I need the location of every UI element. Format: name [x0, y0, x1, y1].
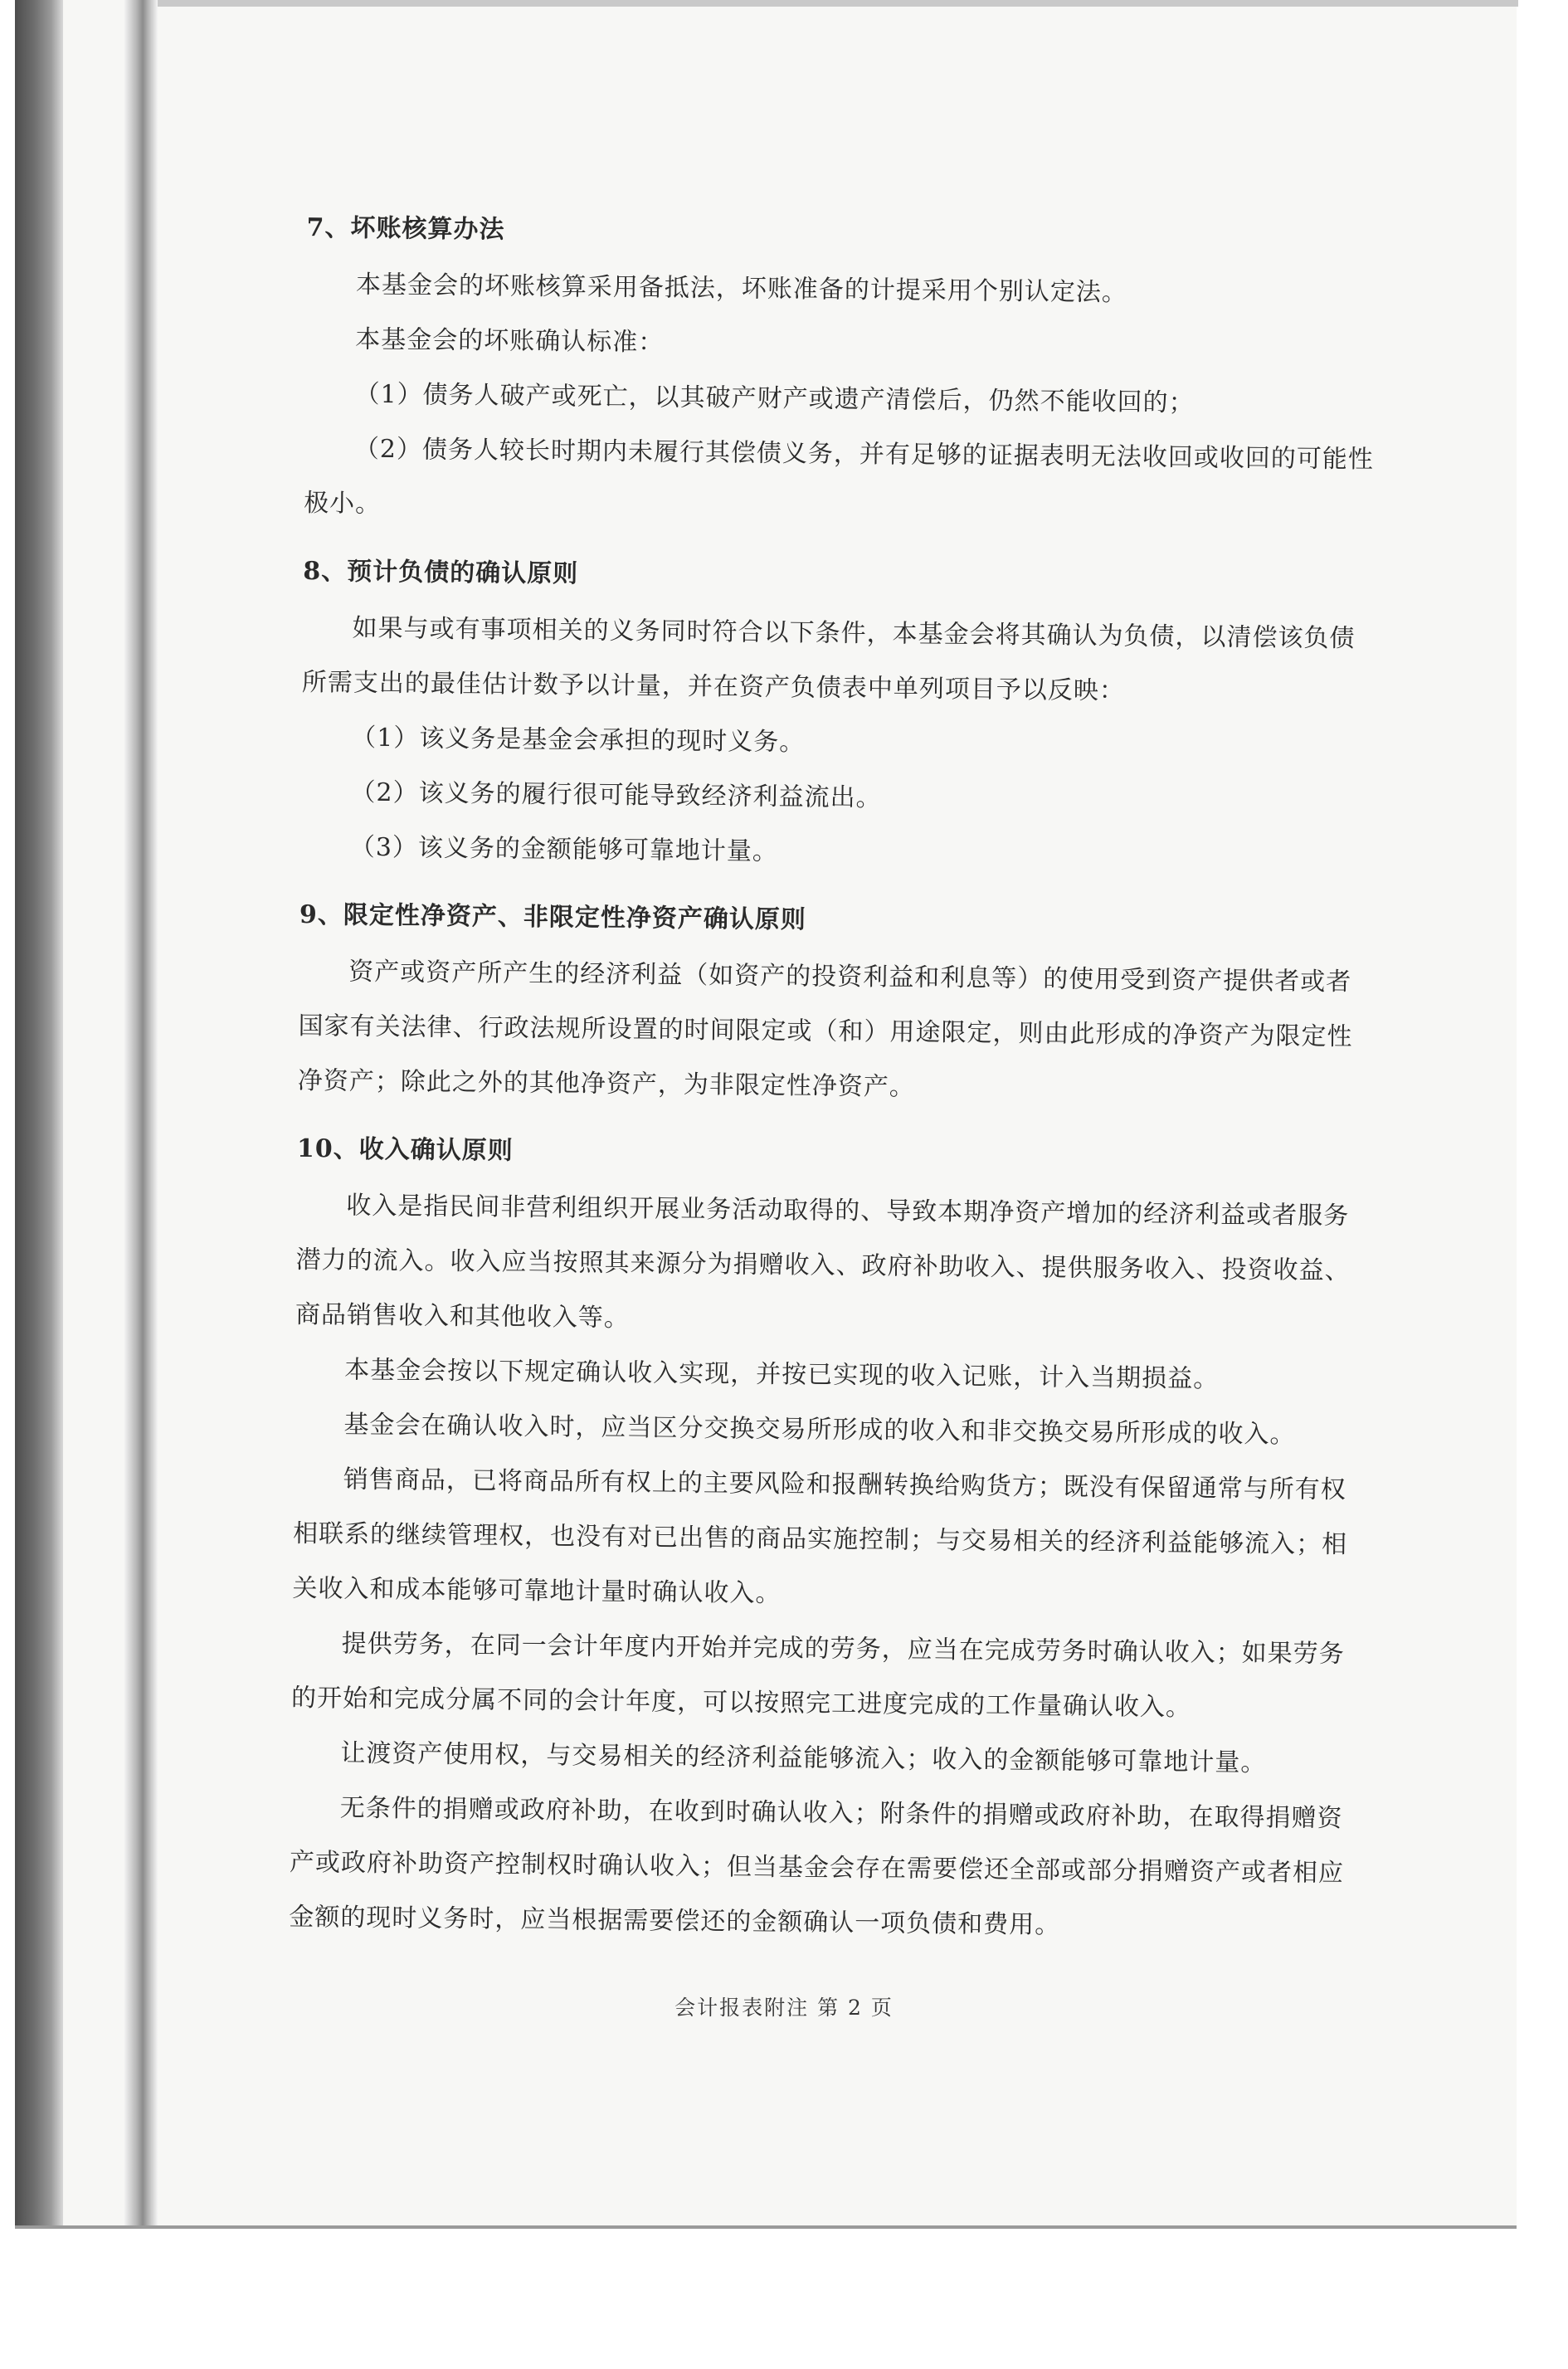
page-top-edge [133, 0, 1518, 7]
section-revenue [289, 1120, 1367, 1956]
paragraph: 本基金会按以下规定确认收入实现，并按已实现的收入记账，计入当期损益。 [344, 1355, 1220, 1394]
paragraph: 无条件的捐赠或政府补助，在收到时确认收入；附条件的捐赠或政府补助，在取得捐赠资产或政府补助资产控制权时确认收入；但当基金会存在需要偿还全部或部分捐赠资产或者相应金额的现时义务时，应当根据需要偿还的金额确认一项负债和费用。 [289, 1793, 1345, 1940]
section-heading: 7、坏账核算办法 [306, 212, 505, 245]
paragraph: 让渡资产使用权，与交易相关的经济利益能够流入；收入的金额能够可靠地计量。 [340, 1738, 1267, 1778]
list-item: （1）债务人破产或死亡，以其破产财产或遗产清偿后，仍然不能收回的； [354, 379, 1195, 418]
paragraph: 提供劳务，在同一会计年度内开始并完成的劳务，应当在完成劳务时确认收入；如果劳务的开始和完成分属不同的会计年度，可以按照完工进度完成的工作量确认收入。 [290, 1629, 1345, 1723]
paragraph: 销售商品，已将商品所有权上的主要风险和报酬转换给购货方；既没有保留通常与所有权相联系的继续管理权，也没有对已出售的商品实施控制；与交易相关的经济利益能够流入；相关收入和成本能够可靠地计量时确认收入。 [292, 1465, 1348, 1609]
section-provisions [299, 543, 1373, 885]
section-net-assets [298, 886, 1371, 1119]
list-item: （2）该义务的履行很可能导致经济利益流出。 [350, 777, 882, 813]
binding-fold [124, 0, 158, 2225]
section-bad-debt [304, 199, 1377, 542]
list-item: （3）该义务的金额能够可靠地计量。 [349, 832, 779, 866]
page-footer: 会计报表附注 第 2 页 [674, 1996, 894, 2020]
binding-shadow [15, 0, 63, 2225]
list-item: （1）该义务是基金会承担的现时义务。 [351, 723, 806, 758]
paragraph: 本基金会的坏账核算采用备抵法，坏账准备的计提采用个别认定法。 [355, 270, 1128, 308]
section-heading: 8、预计负债的确认原则 [303, 556, 579, 589]
paragraph: 资产或资产所产生的经济利益（如资产的投资利益和利息等）的使用受到资产提供者或者国家有关法律、行政法规所设置的时间限定或（和）用途限定，则由此形成的净资产为限定性净资产；除此之外的其他净资产，为非限定性净资产。 [297, 957, 1353, 1102]
paragraph: 本基金会的坏账确认标准： [355, 324, 665, 358]
paragraph: 基金会在确认收入时，应当区分交换交易所形成的收入和非交换交易所形成的收入。 [343, 1410, 1296, 1450]
document-body [289, 199, 1377, 1956]
section-heading: 9、限定性净资产、非限定性净资产确认原则 [299, 899, 806, 935]
paragraph: 收入是指民间非营利组织开展业务活动取得的、导致本期净资产增加的经济利益或者服务潜力的流入。收入应当按照其来源分为捐赠收入、政府补助收入、提供服务收入、投资收益、商品销售收入和其他收入等。 [295, 1191, 1351, 1333]
list-item: （2）债务人较长时期内未履行其偿债义务，并有足够的证据表明无法收回或收回的可能性极小。 [303, 434, 1375, 519]
section-heading: 10、收入确认原则 [296, 1133, 514, 1166]
paragraph: 如果与或有事项相关的义务同时符合以下条件，本基金会将其确认为负债，以清偿该负债所需支出的最佳估计数予以计量，并在资产负债表中单列项目予以反映： [301, 613, 1356, 706]
